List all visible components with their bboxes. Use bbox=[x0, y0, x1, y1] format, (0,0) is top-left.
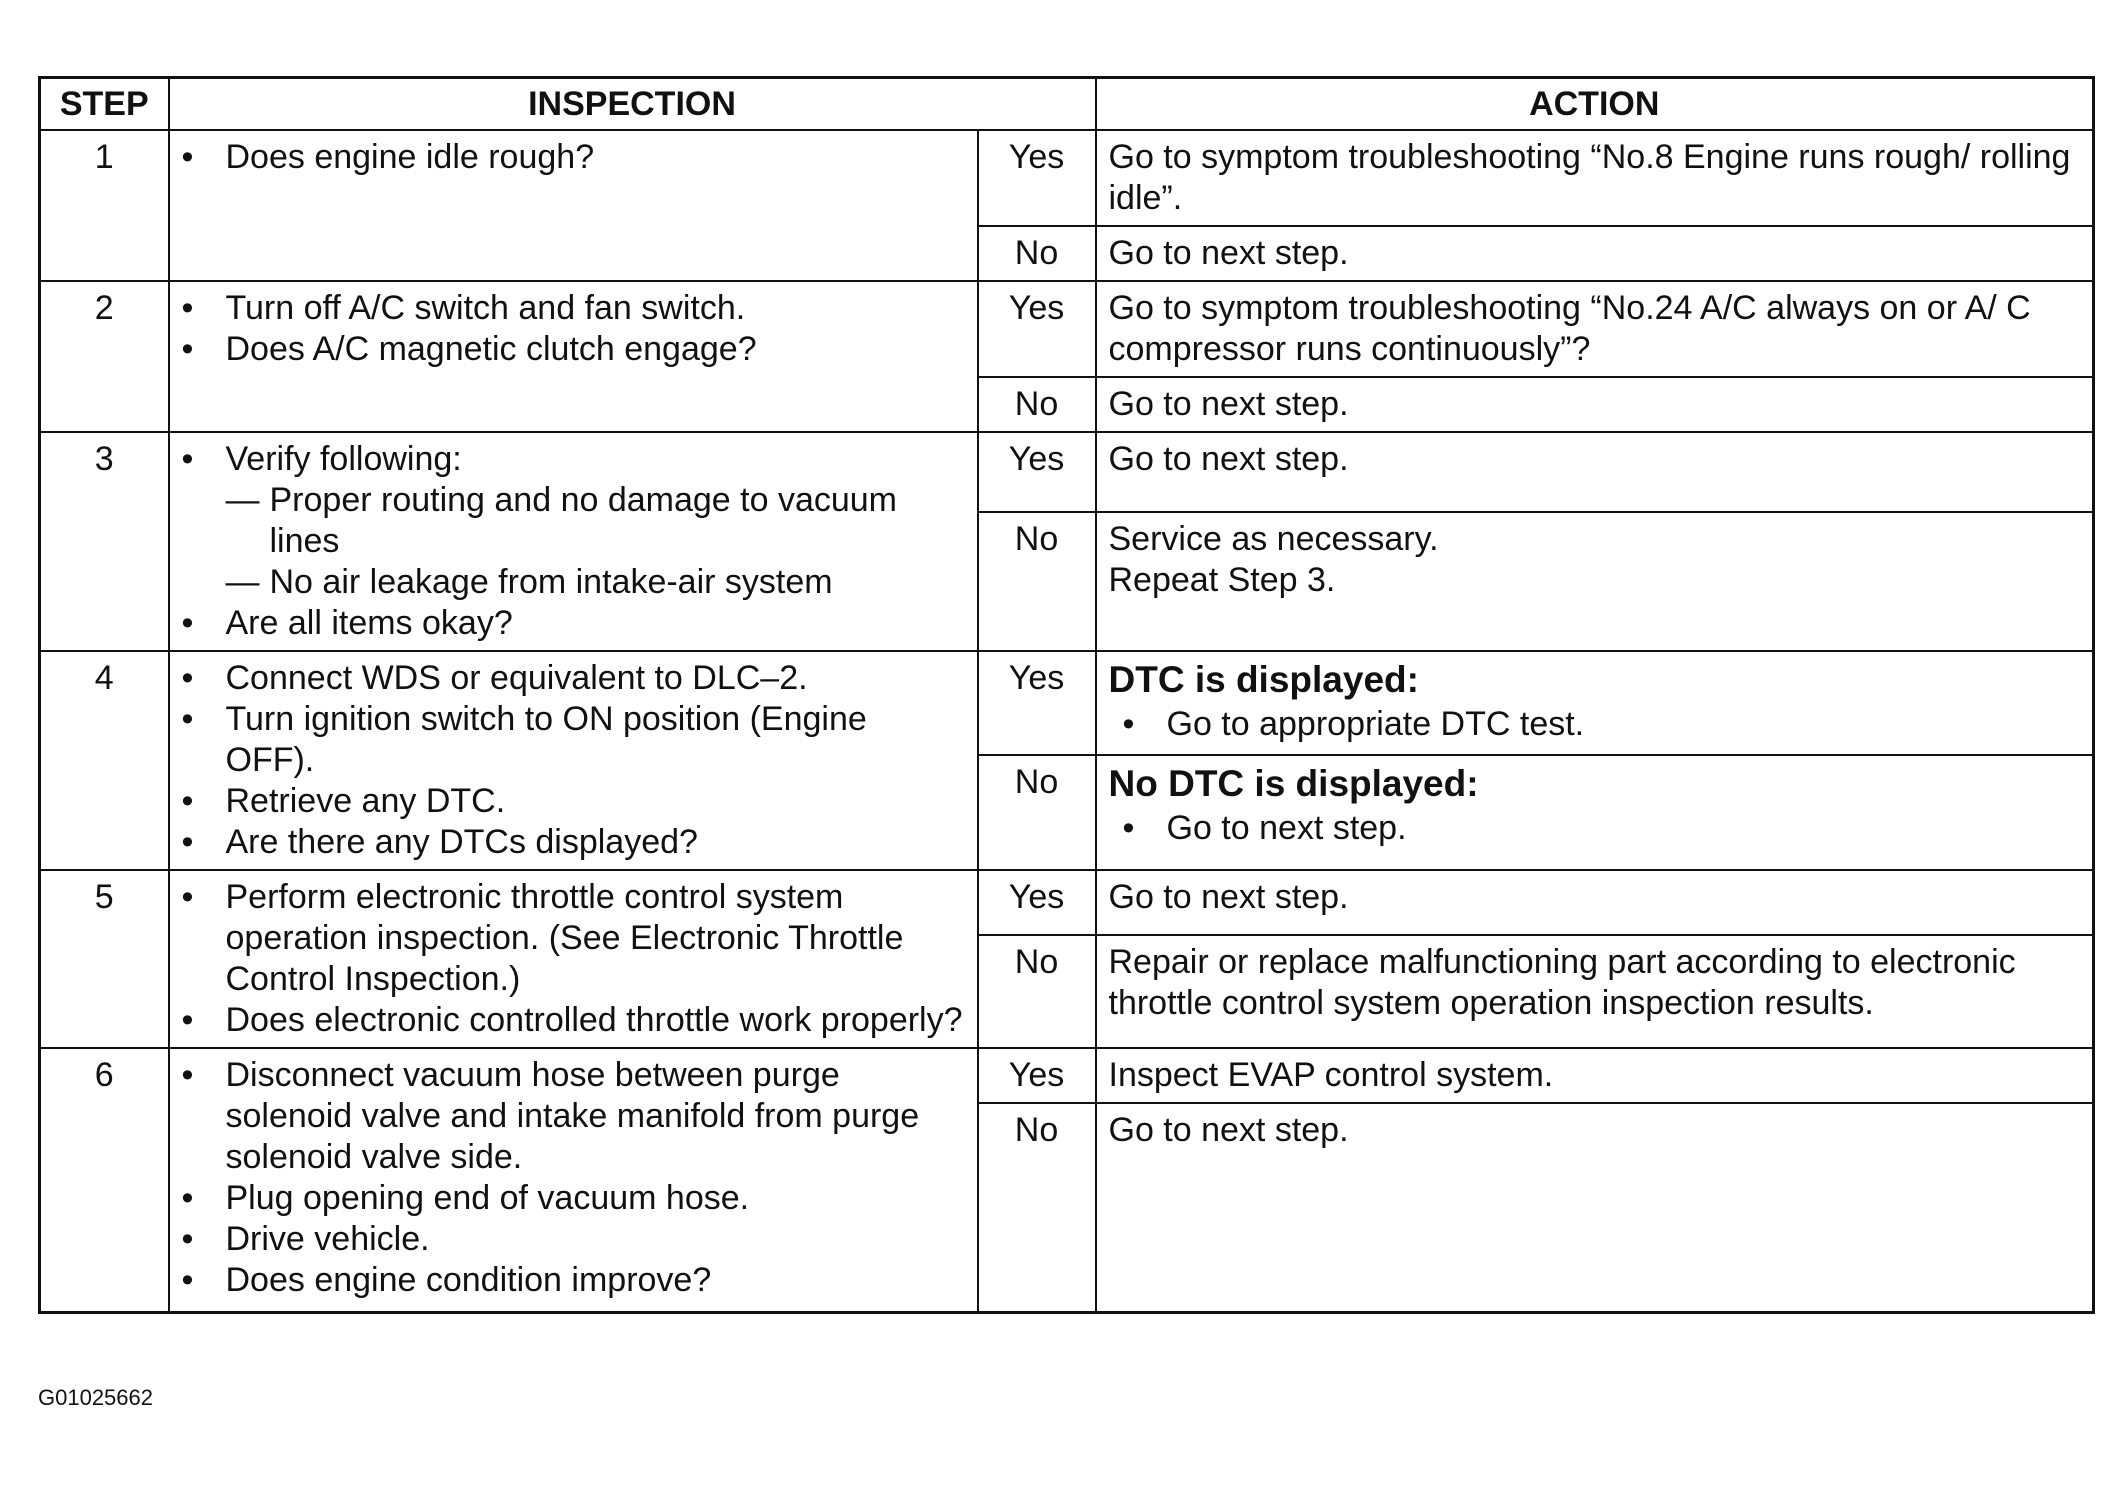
action-bullet: • Go to next step. bbox=[1123, 808, 2081, 849]
answer-no: No bbox=[978, 935, 1096, 1048]
inspection-item: • Are there any DTCs displayed? bbox=[182, 822, 965, 863]
table-row bbox=[40, 870, 2094, 935]
header-step: STEP bbox=[40, 78, 169, 131]
action-no: Go to next step. bbox=[1096, 1103, 2094, 1313]
action-yes: Go to next step. bbox=[1096, 870, 2094, 935]
sub-item bbox=[226, 562, 965, 603]
answer-no: No bbox=[978, 755, 1096, 870]
inspection-item: • Disconnect vacuum hose between purge solenoid valve and intake manifold from purge solenoid valve side. bbox=[182, 1055, 965, 1178]
step-number: 6 bbox=[40, 1048, 169, 1313]
sub-item bbox=[226, 480, 965, 562]
action-yes: Go to symptom troubleshooting “No.24 A/C always on or A/ C compressor runs continuously”? bbox=[1096, 281, 2094, 377]
step-number: 1 bbox=[40, 130, 169, 281]
header-row bbox=[40, 78, 2094, 131]
dash-marker: — bbox=[225, 563, 260, 601]
table-row bbox=[40, 432, 2094, 512]
action-bullets bbox=[1109, 704, 2081, 745]
inspection-item: • Does engine idle rough? bbox=[182, 137, 965, 178]
inspection-item: • Perform electronic throttle control system operation inspection. (See Electronic Throttle Control Inspection.) bbox=[182, 877, 965, 1000]
inspection-item: • Plug opening end of vacuum hose. bbox=[182, 1178, 965, 1219]
troubleshooting-sheet bbox=[38, 76, 2092, 1314]
answer-yes: Yes bbox=[978, 870, 1096, 935]
action-no: Go to next step. bbox=[1096, 226, 2094, 281]
sub-list bbox=[226, 480, 965, 603]
action-line: Repeat Step 3. bbox=[1108, 560, 1336, 599]
answer-yes: Yes bbox=[978, 1048, 1096, 1103]
inspection-item: • Turn off A/C switch and fan switch. bbox=[182, 288, 965, 329]
inspection-cell bbox=[169, 1048, 978, 1313]
step-number: 4 bbox=[40, 651, 169, 870]
header-action: ACTION bbox=[1096, 78, 2094, 131]
answer-no: No bbox=[978, 1103, 1096, 1313]
step-number: 2 bbox=[40, 281, 169, 432]
inspection-cell bbox=[169, 432, 978, 651]
action-yes bbox=[1096, 651, 2094, 755]
action-no: Repair or replace malfunctioning part according to electronic throttle control system operation inspection results. bbox=[1096, 935, 2094, 1048]
inspection-item: • Connect WDS or equivalent to DLC–2. bbox=[182, 658, 965, 699]
inspection-cell bbox=[169, 870, 978, 1048]
answer-yes: Yes bbox=[978, 651, 1096, 755]
table-row bbox=[40, 130, 2094, 226]
step-number: 3 bbox=[40, 432, 169, 651]
answer-no: No bbox=[978, 512, 1096, 651]
action-no bbox=[1096, 512, 2094, 651]
inspection-item bbox=[182, 439, 965, 603]
answer-yes: Yes bbox=[978, 281, 1096, 377]
dash-marker: — bbox=[225, 481, 260, 519]
inspection-cell bbox=[169, 281, 978, 432]
step-number: 5 bbox=[40, 870, 169, 1048]
inspection-item: • Does engine condition improve? bbox=[182, 1260, 965, 1301]
answer-no: No bbox=[978, 226, 1096, 281]
action-no bbox=[1096, 755, 2094, 870]
action-bullets bbox=[1109, 808, 2081, 849]
action-yes: Go to next step. bbox=[1096, 432, 2094, 512]
condition-heading: DTC is displayed: bbox=[1108, 659, 1419, 700]
action-yes: Inspect EVAP control system. bbox=[1096, 1048, 2094, 1103]
header-inspection: INSPECTION bbox=[169, 78, 1096, 131]
inspection-item-text: Verify following: bbox=[225, 440, 462, 478]
answer-no: No bbox=[978, 377, 1096, 432]
action-yes: Go to symptom troubleshooting “No.8 Engine runs rough/ rolling idle”. bbox=[1096, 130, 2094, 226]
answer-yes: Yes bbox=[978, 432, 1096, 512]
figure-id: G01025662 bbox=[38, 1385, 153, 1410]
inspection-item: • Are all items okay? bbox=[182, 603, 965, 644]
table-row bbox=[40, 651, 2094, 755]
inspection-item: • Retrieve any DTC. bbox=[182, 781, 965, 822]
table-row bbox=[40, 1048, 2094, 1103]
condition-heading: No DTC is displayed: bbox=[1108, 763, 1479, 804]
procedure-table bbox=[38, 76, 2095, 1314]
sub-item-text: No air leakage from intake-air system bbox=[269, 563, 833, 601]
table-row bbox=[40, 281, 2094, 377]
inspection-cell bbox=[169, 651, 978, 870]
sub-item-text: Proper routing and no damage to vacuum lines bbox=[269, 481, 898, 560]
inspection-item: • Turn ignition switch to ON position (Engine OFF). bbox=[182, 699, 965, 781]
inspection-item: • Does A/C magnetic clutch engage? bbox=[182, 329, 965, 370]
inspection-item: • Does electronic controlled throttle work properly? bbox=[182, 1000, 965, 1041]
answer-yes: Yes bbox=[978, 130, 1096, 226]
inspection-cell bbox=[169, 130, 978, 281]
action-line: Service as necessary. bbox=[1108, 519, 1439, 558]
action-bullet: • Go to appropriate DTC test. bbox=[1123, 704, 2081, 745]
action-no: Go to next step. bbox=[1096, 377, 2094, 432]
inspection-item: • Drive vehicle. bbox=[182, 1219, 965, 1260]
